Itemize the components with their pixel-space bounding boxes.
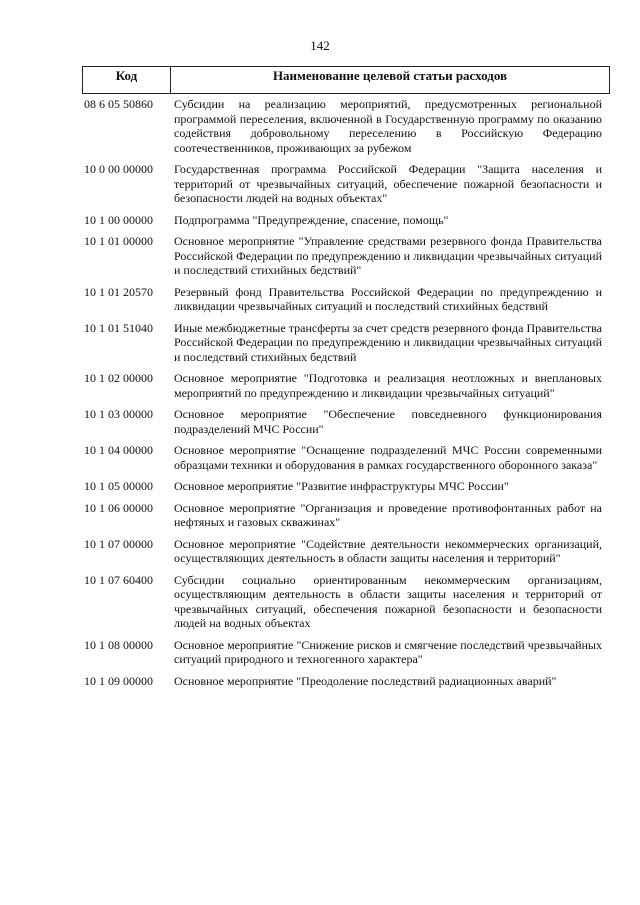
row-name: Основное мероприятие "Преодоление последствий радиационных аварий" xyxy=(174,673,557,688)
row-code: 10 1 07 60400 xyxy=(84,572,153,587)
table-row xyxy=(84,573,604,631)
row-name: Основное мероприятие "Снижение рисков и смягчение последствий чрезвычайных ситуаций природного и техногенного характера" xyxy=(174,637,602,666)
row-name: Основное мероприятие "Организация и проведение противофонтанных работ на нефтяных и газовых скважинах" xyxy=(174,500,602,529)
table-row xyxy=(84,501,604,530)
row-name: Основное мероприятие "Оснащение подразделений МЧС России современными образцами техники и оборудования в рамках государственного оборонного заказа" xyxy=(174,443,602,472)
row-name: Основное мероприятие "Подготовка и реализация неотложных и внеплановых мероприятий по предупреждению и ликвидации чрезвычайных ситуаций" xyxy=(174,371,602,400)
row-name: Основное мероприятие "Обеспечение повседневного функционирования подразделений МЧС России" xyxy=(174,407,602,436)
page-number: 142 xyxy=(310,38,330,53)
table-row xyxy=(84,407,604,436)
row-name: Субсидии социально ориентированным некоммерческим организациям, осуществляющим деятельность в области защиты населения и территорий от чрезвычайных ситуаций, обеспечения пожарной безопасности и безопасности людей на водных объектах xyxy=(174,572,602,630)
table-row xyxy=(84,162,604,206)
row-name: Основное мероприятие "Содействие деятельности некоммерческих организаций, осуществляющих деятельность в области защиты населения и территорий" xyxy=(174,536,602,565)
row-code: 10 1 04 00000 xyxy=(84,443,153,457)
row-name: Государственная программа Российской Федерации "Защита населения и территорий от чрезвычайных ситуаций, обеспечение пожарной безопасности и безопасности людей на водных объектах" xyxy=(174,162,602,205)
table-header xyxy=(82,66,610,94)
table-row xyxy=(84,443,604,472)
row-name: Иные межбюджетные трансферты за счет средств резервного фонда Правительства Российской Федерации по предупреждению и ликвидации чрезвычайных ситуаций и последствий стихийных бедствий xyxy=(174,320,602,364)
row-code: 10 1 06 00000 xyxy=(84,500,153,515)
row-name: Субсидии на реализацию мероприятий, предусмотренных региональной программой переселения, включенной в Государственную программу по оказанию содействия добровольному переселению в Российскую Федерацию соотечественников, проживающих за рубежом xyxy=(174,97,602,155)
row-code: 10 1 02 00000 xyxy=(84,371,153,385)
row-code: 10 1 09 00000 xyxy=(84,673,153,688)
table-row xyxy=(84,537,604,566)
row-code: 10 1 03 00000 xyxy=(84,407,153,421)
table-row xyxy=(84,97,604,155)
table-row xyxy=(84,213,604,228)
table-row xyxy=(84,321,604,365)
row-code: 10 1 01 00000 xyxy=(84,234,153,248)
table-row xyxy=(84,371,604,400)
column-header-code: Код xyxy=(83,67,171,93)
table-row xyxy=(84,285,604,314)
row-code: 10 1 07 00000 xyxy=(84,536,153,551)
row-code: 10 1 01 51040 xyxy=(84,320,153,335)
row-code: 10 1 00 00000 xyxy=(84,212,153,227)
table-row xyxy=(84,479,604,494)
row-code: 10 0 00 00000 xyxy=(84,162,153,176)
row-name: Резервный фонд Правительства Российской Федерации по предупреждению и ликвидации чрезвычайных ситуаций и последствий стихийных бедствий xyxy=(174,284,602,313)
row-name: Подпрограмма "Предупреждение, спасение, помощь" xyxy=(174,212,449,227)
table-row xyxy=(84,674,604,689)
row-code: 10 1 05 00000 xyxy=(84,479,153,493)
row-code: 10 1 08 00000 xyxy=(84,637,153,652)
row-code: 08 6 05 50860 xyxy=(84,97,153,111)
table-row xyxy=(84,234,604,278)
row-name: Основное мероприятие "Развитие инфраструктуры МЧС России" xyxy=(174,479,509,493)
row-name: Основное мероприятие "Управление средствами резервного фонда Правительства Российской Федерации по предупреждению и ликвидации чрезвычайных ситуаций и последствий стихийных бедствий" xyxy=(174,234,602,277)
table-body xyxy=(84,97,604,695)
row-code: 10 1 01 20570 xyxy=(84,284,153,299)
column-header-name: Наименование целевой статьи расходов xyxy=(272,68,508,83)
table-row xyxy=(84,638,604,667)
